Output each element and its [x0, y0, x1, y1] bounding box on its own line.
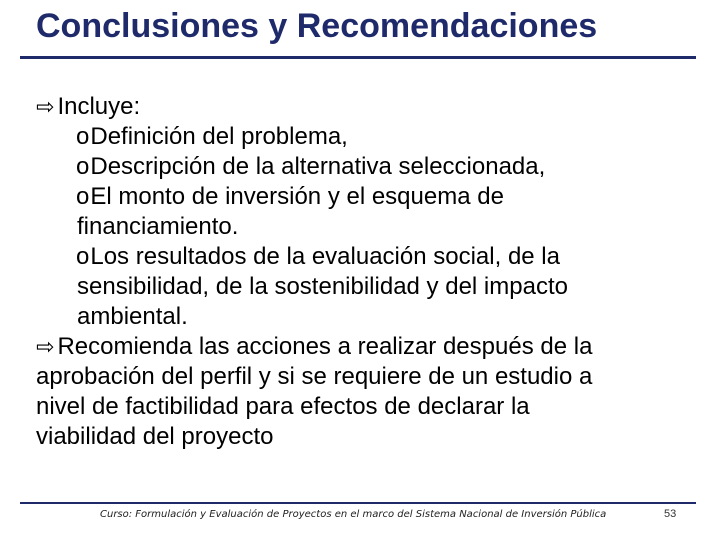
bullet-recomienda-continuation: viabilidad del proyecto — [36, 423, 274, 450]
sub-bullet-text: Los resultados de la evaluación social, de la — [90, 243, 560, 270]
hollow-circle-icon: o — [76, 183, 90, 210]
footer-divider — [20, 502, 696, 504]
title-underline — [20, 56, 696, 59]
sub-bullet-4-continuation: ambiental. — [77, 303, 188, 330]
sub-bullet-text: Definición del problema, — [90, 123, 348, 150]
bullet-recomienda-continuation: aprobación del perfil y si se requiere de un estudio a — [36, 363, 593, 390]
sub-bullet-4-continuation: sensibilidad, de la sostenibilidad y del impacto — [77, 273, 568, 300]
sub-bullet-3-continuation: financiamiento. — [77, 213, 239, 240]
slide-body — [36, 92, 700, 452]
hollow-right-arrow-icon: ⇨ — [36, 334, 55, 359]
bullet-text: Incluye: — [57, 93, 141, 120]
sub-bullet-4 — [36, 242, 700, 272]
sub-bullet-text: El monto de inversión y el esquema de — [90, 183, 504, 210]
hollow-right-arrow-icon: ⇨ — [36, 94, 55, 119]
page-number: 53 — [664, 508, 677, 520]
footer-course-title: Curso: Formulación y Evaluación de Proyectos en el marco del Sistema Nacional de Inversión Pública — [100, 509, 607, 520]
hollow-circle-icon: o — [76, 123, 90, 150]
sub-bullet-2 — [36, 152, 700, 182]
slide-title: Conclusiones y Recomendaciones — [36, 7, 598, 45]
sub-bullet-text: Descripción de la alternativa seleccionada, — [90, 153, 546, 180]
hollow-circle-icon: o — [76, 243, 90, 270]
hollow-circle-icon: o — [76, 153, 90, 180]
bullet-incluye — [36, 92, 700, 122]
bullet-recomienda — [36, 332, 700, 362]
bullet-text: Recomienda las acciones a realizar después de la — [57, 333, 593, 360]
bullet-recomienda-continuation: nivel de factibilidad para efectos de declarar la — [36, 393, 530, 420]
sub-bullet-1 — [36, 122, 700, 152]
sub-bullet-3 — [36, 182, 700, 212]
